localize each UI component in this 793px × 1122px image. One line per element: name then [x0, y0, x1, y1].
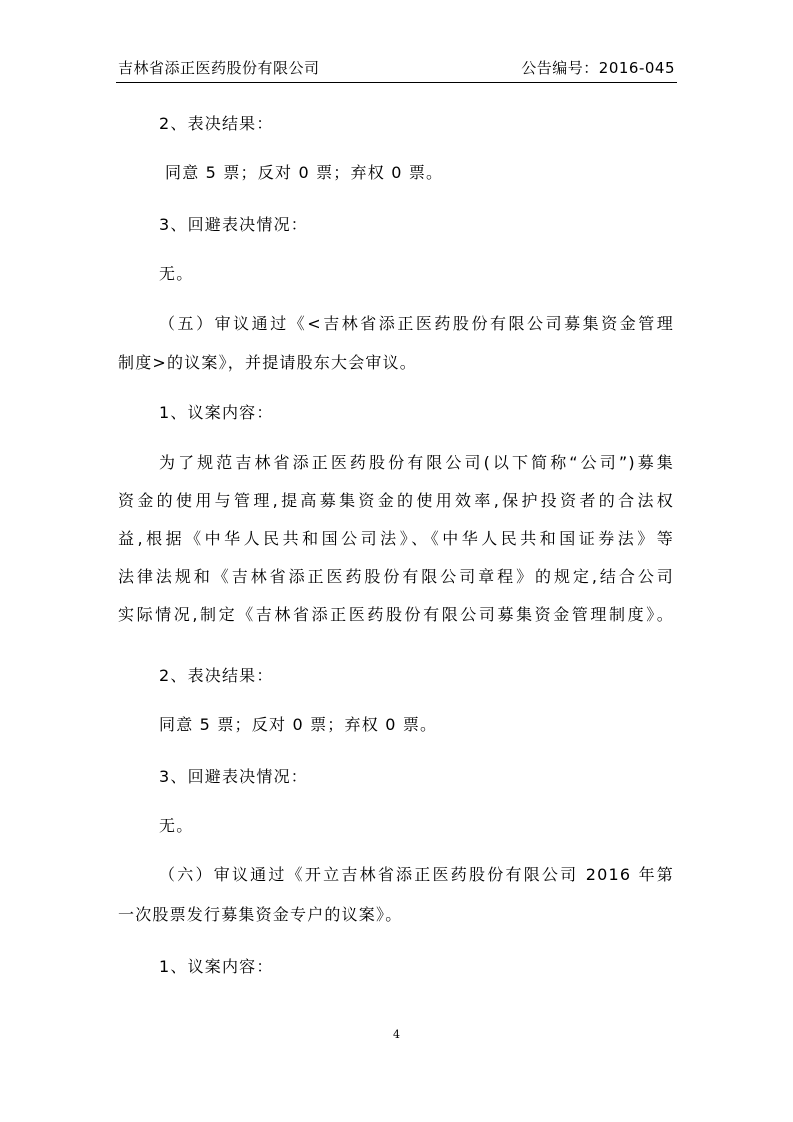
paragraph-line: 资金的使用与管理,提高募集资金的使用效率,保护投资者的合法权	[118, 491, 674, 510]
section-6-title-line-2: 一次股票发行募集资金专户的议案》。	[118, 905, 403, 924]
recusal-text: 无。	[159, 816, 194, 835]
vote-result-heading: 2、表决结果：	[159, 114, 274, 133]
recusal-heading: 3、回避表决情况：	[159, 215, 308, 234]
paragraph-line: 实际情况,制定《吉林省添正医药股份有限公司募集资金管理制度》。	[118, 605, 674, 624]
recusal-text: 无。	[159, 264, 194, 283]
header-company-name: 吉林省添正医药股份有限公司	[118, 59, 320, 77]
vote-result-text: 同意 5 票；反对 0 票；弃权 0 票。	[159, 715, 438, 734]
vote-result-heading: 2、表决结果：	[159, 666, 274, 685]
section-5-title-line-1: （五）审议通过《<吉林省添正医药股份有限公司募集资金管理	[159, 314, 674, 333]
vote-result-text: 同意 5 票；反对 0 票；弃权 0 票。	[165, 163, 444, 182]
proposal-content-heading: 1、议案内容：	[159, 403, 274, 422]
page-number: 4	[393, 1028, 400, 1041]
paragraph-line: 为了规范吉林省添正医药股份有限公司(以下简称“公司”)募集	[159, 453, 674, 472]
proposal-content-heading: 1、议案内容：	[159, 957, 274, 976]
section-6-title-line-1: （六）审议通过《开立吉林省添正医药股份有限公司 2016 年第	[159, 865, 674, 884]
paragraph-line: 益,根据《中华人民共和国公司法》、《中华人民共和国证券法》等	[118, 529, 674, 548]
header-announcement-number: 公告编号：2016-045	[521, 59, 675, 77]
recusal-heading: 3、回避表决情况：	[159, 767, 308, 786]
section-5-title-line-2: 制度>的议案》，并提请股东大会审议。	[118, 353, 418, 372]
paragraph-line: 法律法规和《吉林省添正医药股份有限公司章程》的规定,结合公司	[118, 567, 674, 586]
